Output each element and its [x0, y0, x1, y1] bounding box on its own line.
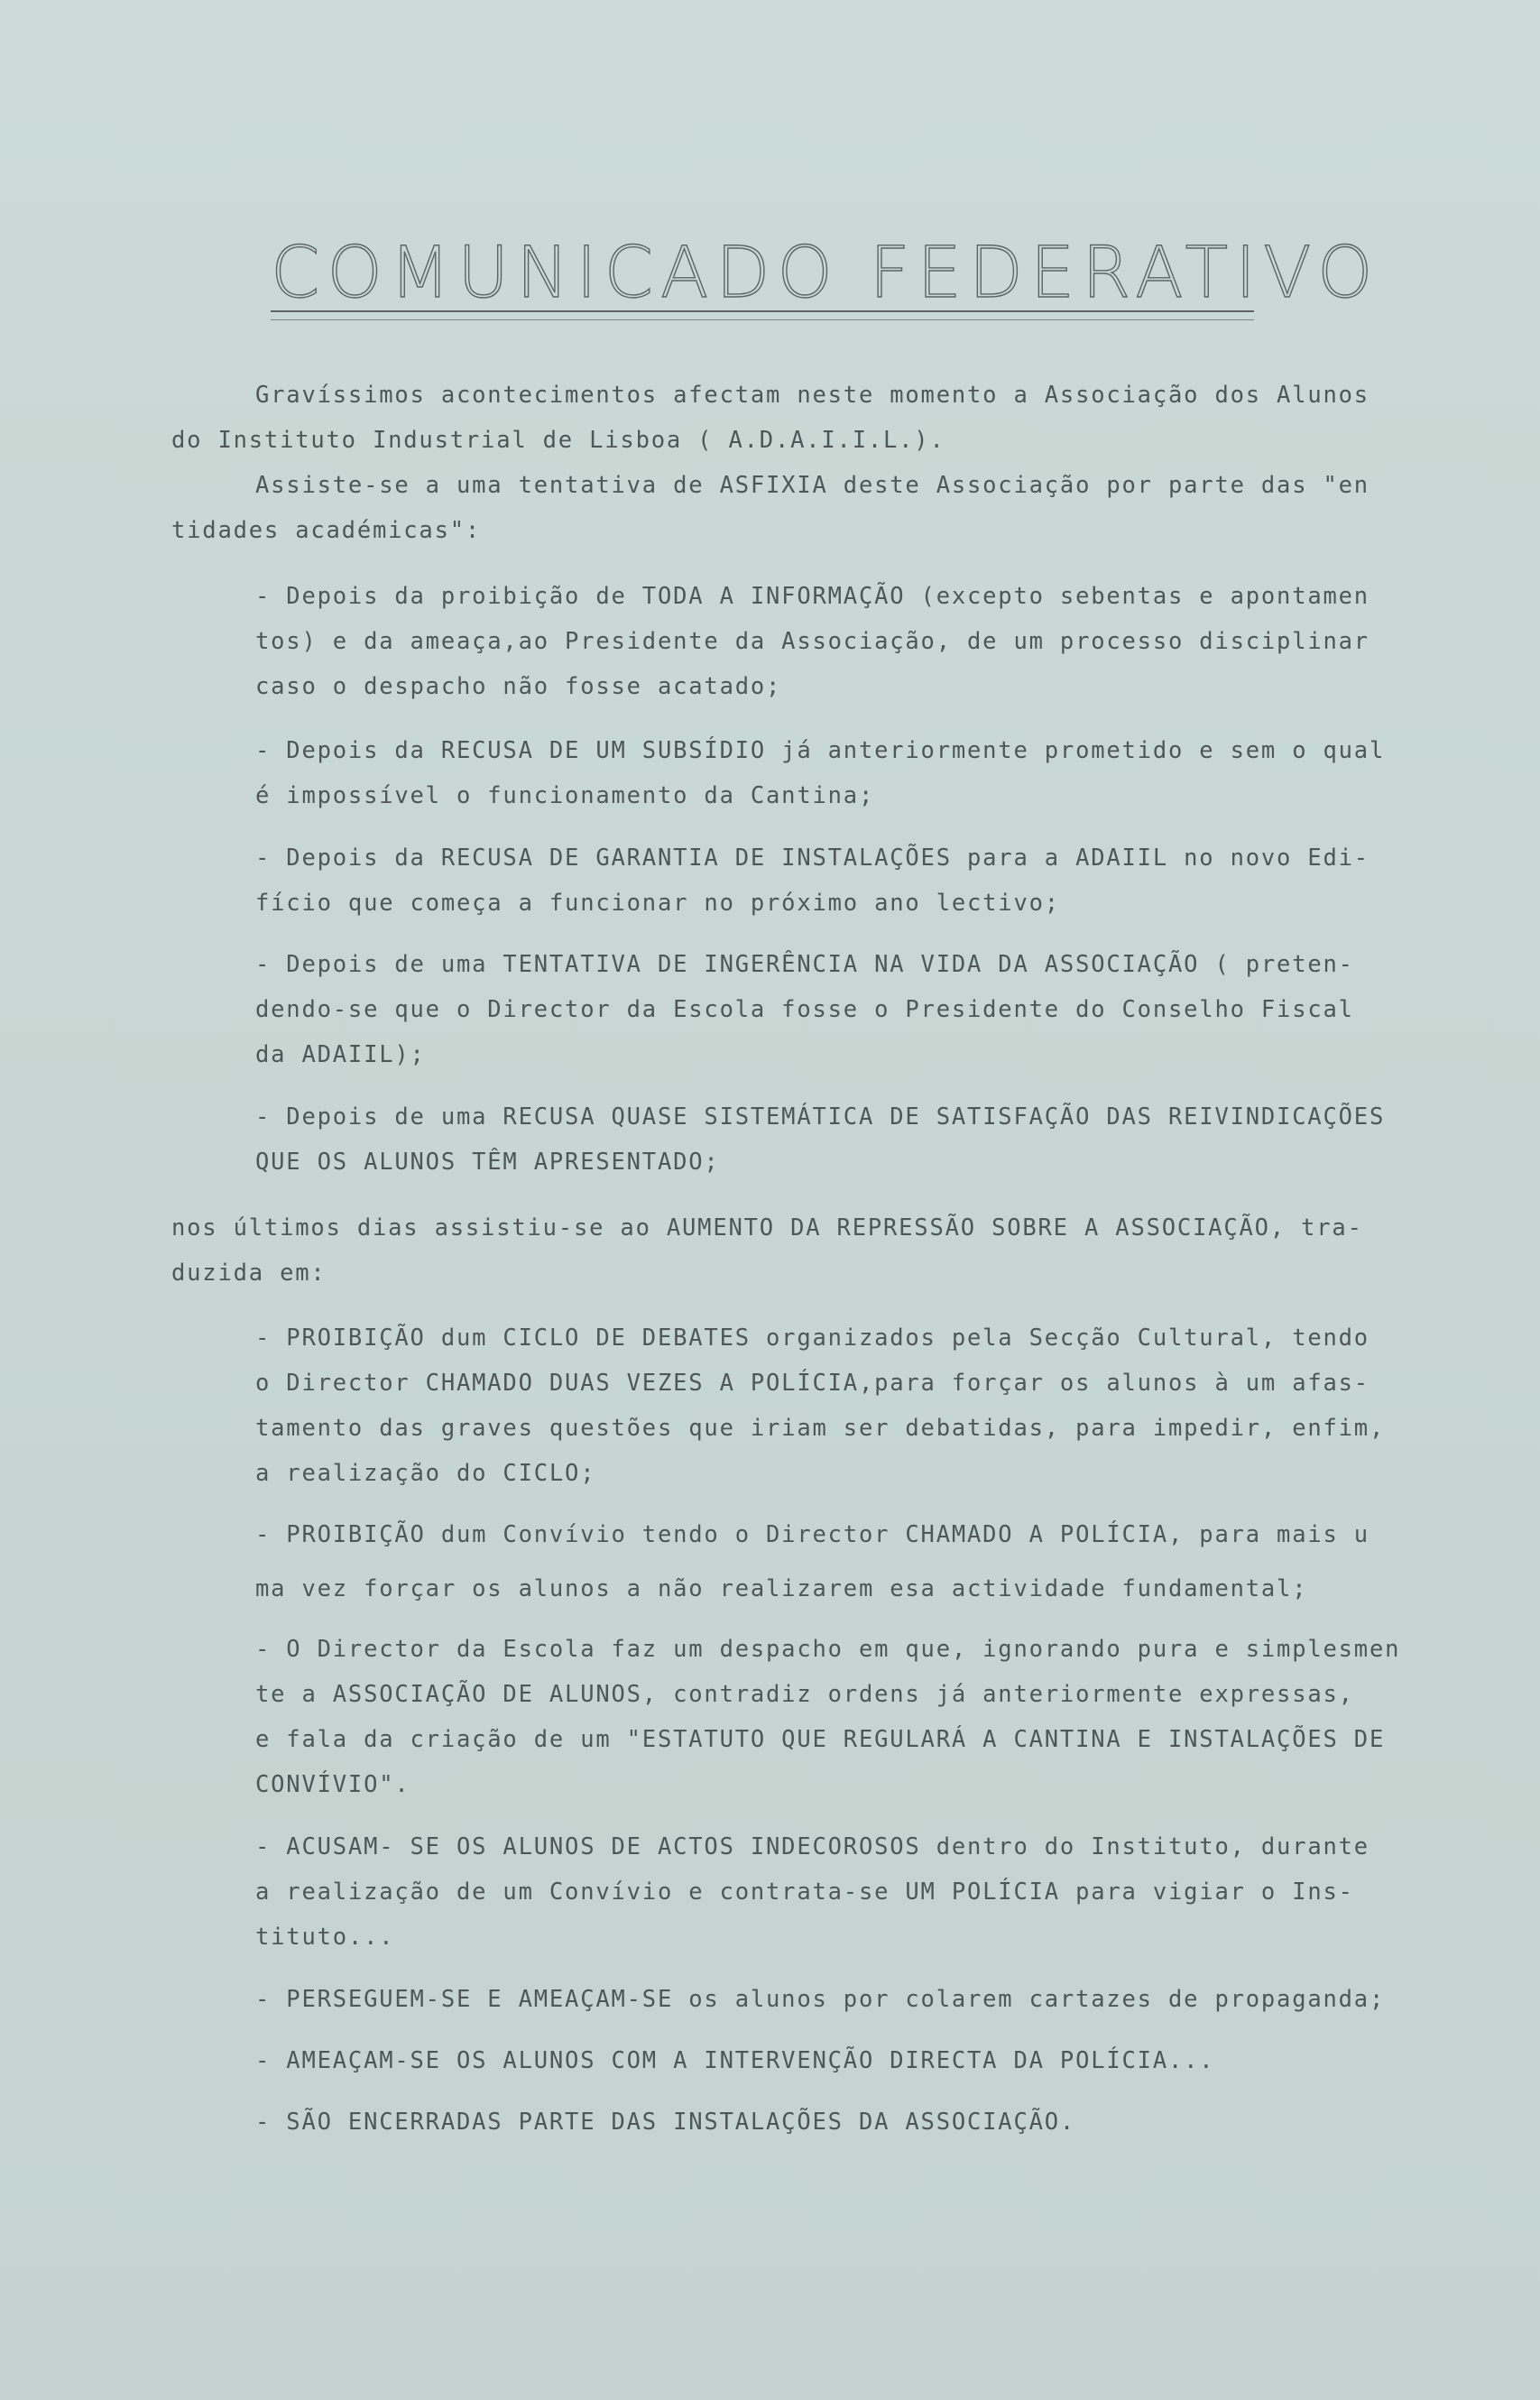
intro-line-3: Assiste-se a uma tentativa de ASFIXIA deste Associação por parte das "en	[255, 472, 1369, 499]
bullet-b3-line-3: e fala da criação de um "ESTATUTO QUE REGULARÁ A CANTINA E INSTALAÇÕES DE	[255, 1726, 1386, 1753]
page-title: COMUNICADO FEDERATIVO	[271, 233, 1380, 314]
bullet-b7-line-1: - SÃO ENCERRADAS PARTE DAS INSTALAÇÕES DA ASSOCIAÇÃO.	[255, 2109, 1076, 2136]
title-block	[271, 233, 1380, 314]
bullet-b2-line-1: - PROIBIÇÃO dum Convívio tendo o Director CHAMADO A POLÍCIA, para mais u	[255, 1521, 1369, 1548]
intro-line-2: do Instituto Industrial de Lisboa ( A.D.A.I.I.L.).	[171, 427, 945, 454]
bullet-a1-line-1: - Depois da proibição de TODA A INFORMAÇÃO (excepto sebentas e apontamen	[255, 583, 1369, 610]
bullet-b3-line-1: - O Director da Escola faz um despacho em que, ignorando pura e simplesmen	[255, 1636, 1401, 1663]
bullet-b4-line-2: a realização de um Convívio e contrata-se UM POLÍCIA para vigiar o Ins-	[255, 1878, 1354, 1906]
bullet-b1-line-4: a realização do CICLO;	[255, 1460, 596, 1487]
bullet-b1-line-1: - PROIBIÇÃO dum CICLO DE DEBATES organizados pela Secção Cultural, tendo	[255, 1325, 1369, 1352]
bullet-a1-line-3: caso o despacho não fosse acatado;	[255, 673, 782, 700]
bullet-b1-line-3: tamento das graves questões que iriam ser debatidas, para impedir, enfim,	[255, 1415, 1386, 1442]
intro-line-1: Gravíssimos acontecimentos afectam neste momento a Associação dos Alunos	[255, 382, 1369, 409]
bullet-b4-line-3: tituto...	[255, 1924, 395, 1951]
bullet-a3-line-2: fício que começa a funcionar no próximo ano lectivo;	[255, 890, 1060, 917]
bullet-a2-line-2: é impossível o funcionamento da Cantina;	[255, 782, 875, 809]
middle-line-1: nos últimos dias assistiu-se ao AUMENTO DA REPRESSÃO SOBRE A ASSOCIAÇÃO, tra-	[171, 1214, 1363, 1242]
title-underline	[271, 310, 1254, 312]
intro-line-4: tidades académicas":	[171, 517, 482, 544]
bullet-a1-line-2: tos) e da ameaça,ao Presidente da Associação, de um processo disciplinar	[255, 628, 1369, 655]
bullet-b1-line-2: o Director CHAMADO DUAS VEZES A POLÍCIA,para forçar os alunos à um afas-	[255, 1370, 1369, 1397]
bullet-a3-line-1: - Depois da RECUSA DE GARANTIA DE INSTALAÇÕES para a ADAIIL no novo Edi-	[255, 845, 1369, 872]
bullet-b6-line-1: - AMEAÇAM-SE OS ALUNOS COM A INTERVENÇÃO DIRECTA DA POLÍCIA...	[255, 2047, 1215, 2074]
bullet-a4-line-2: dendo-se que o Director da Escola fosse o Presidente do Conselho Fiscal	[255, 996, 1354, 1023]
title-underline-secondary	[271, 319, 1254, 320]
bullet-a2-line-1: - Depois da RECUSA DE UM SUBSÍDIO já anteriormente prometido e sem o qual	[255, 737, 1386, 764]
bullet-b2-line-2: ma vez forçar os alunos a não realizarem esa actividade fundamental;	[255, 1575, 1308, 1602]
bullet-a4-line-3: da ADAIIL);	[255, 1041, 426, 1068]
bullet-b5-line-1: - PERSEGUEM-SE E AMEAÇAM-SE os alunos por colarem cartazes de propaganda;	[255, 1986, 1386, 2013]
bullet-b3-line-4: CONVÍVIO".	[255, 1771, 410, 1798]
middle-line-2: duzida em:	[171, 1260, 327, 1287]
bullet-a4-line-1: - Depois de uma TENTATIVA DE INGERÊNCIA NA VIDA DA ASSOCIAÇÃO ( preten-	[255, 951, 1354, 978]
bullet-a5-line-2: QUE OS ALUNOS TÊM APRESENTADO;	[255, 1149, 720, 1176]
bullet-b3-line-2: te a ASSOCIAÇÃO DE ALUNOS, contradiz ordens já anteriormente expressas,	[255, 1681, 1354, 1708]
bullet-a5-line-1: - Depois de uma RECUSA QUASE SISTEMÁTICA DE SATISFAÇÃO DAS REIVINDICAÇÕES	[255, 1103, 1386, 1131]
bullet-b4-line-1: - ACUSAM- SE OS ALUNOS DE ACTOS INDECOROSOS dentro do Instituto, durante	[255, 1833, 1369, 1860]
